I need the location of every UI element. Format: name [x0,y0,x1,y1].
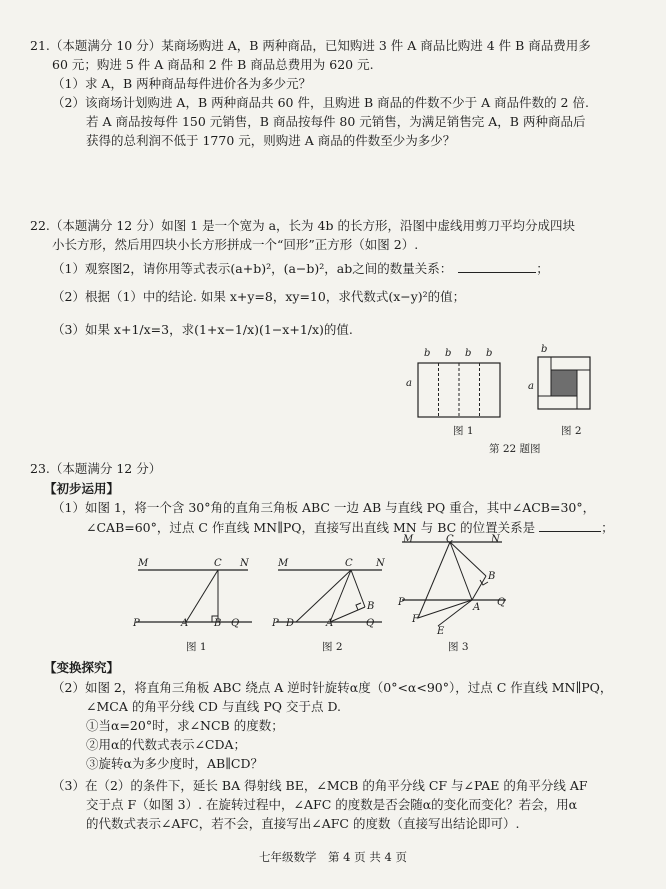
q22-fig2-label-a: a [528,381,534,392]
q23-sub3: ③旋转α为多少度时，AB∥CD？ [86,756,264,771]
q22-fig2-label-b: b [541,344,548,355]
q23-part2b: ∠MCA 的角平分线 CD 与直线 PQ 交于点 D. [86,699,341,714]
q22-fig1-label-b2: b [445,348,452,359]
q23-header: 23.（本题满分 12 分） [30,461,162,476]
q22-fig1-label-b4: b [486,348,493,359]
q23-part1b: ∠CAB=60°，过点 C 作直线 MN∥PQ，直接写出直线 MN 与 BC 的位置关系是 ； [86,520,614,535]
q23-part3c: 的代数式表示∠AFC，若不会，直接写出∠AFC 的度数（直接写出结论即可）. [86,816,520,831]
q23-fig3-caption: 图 3 [448,641,469,653]
q22-fig1-label-b3: b [465,348,472,359]
q22-fig2-center [551,370,577,396]
q22-part3: （3）如果 x+1/x=3，求(1+x−1/x)(1−x+1/x)的值. [52,322,353,337]
q22-fig2-caption: 图 2 [561,425,582,437]
q21-line1: 21.（本题满分 10 分）某商场购进 A，B 两种商品，已知购进 3 件 A 商品比购进 4 件 B 商品费用多 [30,38,591,53]
q23-fig1-caption: 图 1 [186,641,207,653]
q21-part1: （1）求 A，B 两种商品每件进价各为多少元？ [52,76,312,91]
q21-part2b: 若 A 商品按每件 150 元销售，B 商品按每件 80 元销售，为满足销售完 A，B 两种商品后 [86,114,586,129]
q23-part1a: （1）如图 1，将一个含 30°角的直角三角板 ABC 一边 AB 与直线 PQ 重合，其中∠ACB=30°， [52,500,596,515]
q23-sub1: ①当α=20°时，求∠NCB 的度数； [86,718,284,733]
q22-part1: （1）观察图2，请你用等式表示(a+b)²，(a−b)²，ab之间的数量关系： ； [52,261,549,276]
q23-part3a: （3）在（2）的条件下，延长 BA 得射线 BE，∠MCB 的角平分线 CF 与∠PAE 的角平分线 AF [52,778,588,793]
q22-line2: 小长方形，然后用四块小长方形拼成一个“回形”正方形（如图 2）. [52,237,419,252]
q23-part2a: （2）如图 2，将直角三角板 ABC 绕点 A 逆时针旋转α度（0°<α<90°），过点 C 作直线 MN∥PQ， [52,680,613,695]
q23-part3b: 交于点 F（如图 3）. 在旋转过程中，∠AFC 的度数是否会随α的变化而变化？若会，用α [86,797,578,812]
q22-figures [400,345,600,455]
q22-fig1-label-b1: b [424,348,431,359]
q21-part2a: （2）该商场计划购进 A，B 两种商品共 60 件，且购进 B 商品的件数不少于 A 商品件数的 2 倍. [52,95,589,110]
page-footer: 七年级数学 第 4 页 共 4 页 [259,850,407,864]
exam-page: 21.（本题满分 10 分）某商场购进 A，B 两种商品，已知购进 3 件 A 商品比购进 4 件 B 商品费用多 60 元；购进 5 件 A 商品和 2 件 B 商品总费用为 620 元. （1）求 A，B 两种商品每件进价各为多少元？ （2）该商场计划购进 A，B 两种商品共 60 件，且购进 B 商品的件数不少于 A 商品件数的 2 倍. 若 A 商品按每件 150 元销售，B 商品按每件 80 元销售，为满足销售完 A，B 两种商品后 获得的总利润不低于 1770 元，则购进 A 商品的件数至少为多少？ 22.（本题满分 12 分）如图 1 是一个宽为 a，长为 4b 的长方形，沿图中虚线用剪刀平均分成四块 小长方形，然后用四块小长方形拼成一个“回形”正方形（如图 2）. （1）观察图2，请你用等式表示(a+b)²，(a−b)²，ab之间的数量关系： ； （2）根据（1）中的结论. 如果 x+y=8，xy=10，求代数式(x−y)²的值； （3）如果 x+1/x=3，求(1+x−1/x)(1−x+1/x)的值. b b b b a b a 图 1 图 2 第 22 题图 23.（本题满分 12 分） 【初步运用】 （1）如图 1，将一个含 30°角的直角三角板 ABC 一边 AB 与直线 PQ 重合，其中∠ACB=30°， ∠CAB=60°，过点 C 作直线 MN∥PQ，直接写出直线 MN 与 BC 的位置关系是 ； M C N P A B Q M C N P D A B Q M C N B P A Q F E 图 1 图 2 图 3 【变换探究】 （2）如图 2，将直角三角板 ABC 绕点 A 逆时针旋转α度（0°<α<90°），过点 C 作直线 MN∥PQ， ∠MCA 的角平分线 CD 与直线 PQ 交于点 D. ①当α=20°时，求∠NCB 的度数； ②用α的代数式表示∠CDA； ③旋转α为多少度时，AB∥CD？ （3）在（2）的条件下，延长 BA 得射线 BE，∠MCB 的角平分线 CF 与∠PAE 的角平分线 AF 交于点 F（如图 3）. 在旋转过程中，∠AFC 的度数是否会随α的变化而变化？若会，用α 的代数式表示∠AFC，若不会，直接写出∠AFC 的度数（直接写出结论即可）. 七年级数学 第 4 页 共 4 页 [0,0,666,889]
q23-fig2-caption: 图 2 [322,641,343,653]
q22-part2: （2）根据（1）中的结论. 如果 x+y=8，xy=10，求代数式(x−y)²的值； [52,289,466,304]
q23-sub2: ②用α的代数式表示∠CDA； [86,737,247,752]
q22-fig-title: 第 22 题图 [489,443,541,455]
q21-part2c: 获得的总利润不低于 1770 元，则购进 A 商品的件数至少为多少？ [86,133,456,148]
q23-figures [120,530,510,648]
q21-line2: 60 元；购进 5 件 A 商品和 2 件 B 商品总费用为 620 元. [52,57,374,72]
q22-line1: 22.（本题满分 12 分）如图 1 是一个宽为 a，长为 4b 的长方形，沿图中虚线用剪刀平均分成四块 [30,218,575,233]
q23-section1: 【初步运用】 [44,481,120,496]
q23-section2: 【变换探究】 [44,660,120,675]
q22-fig1-caption: 图 1 [453,425,474,437]
q22-fig1-label-a: a [406,378,412,389]
